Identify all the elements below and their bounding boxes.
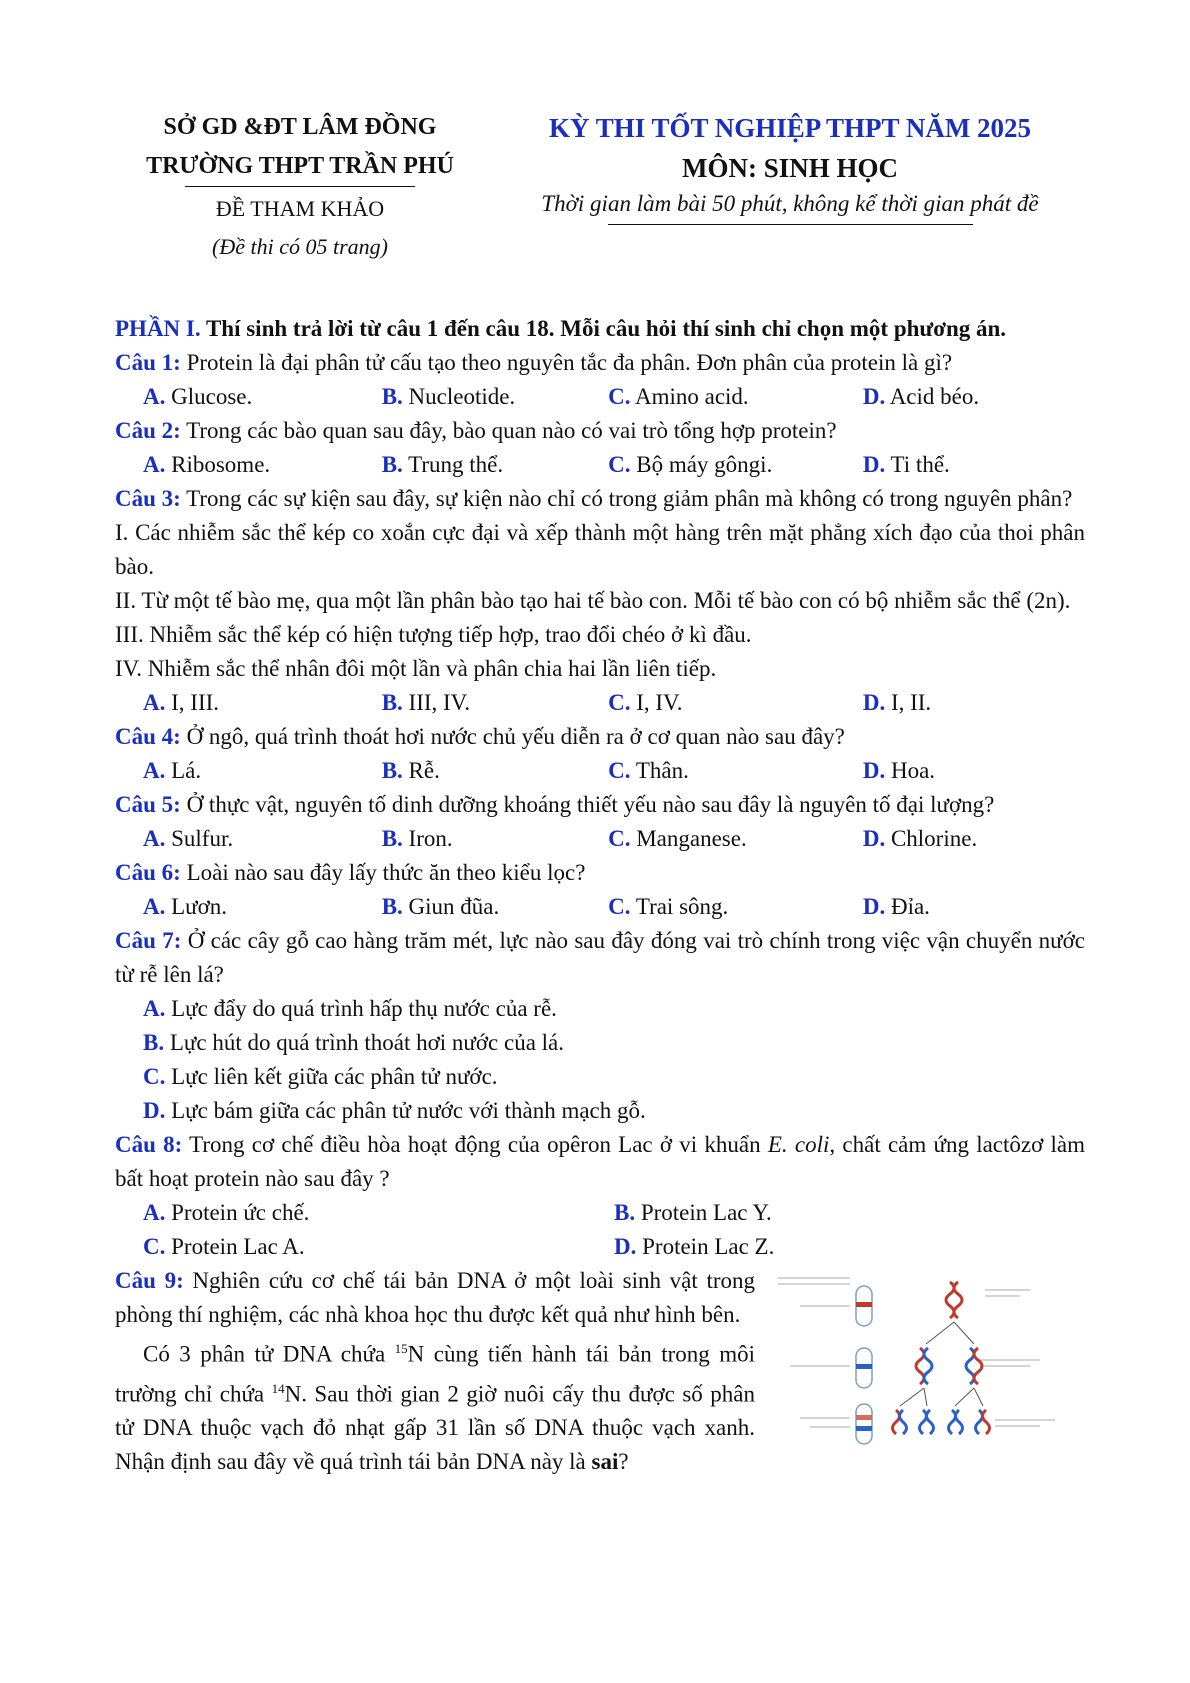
option-b[interactable]: B. III, IV. bbox=[381, 690, 471, 715]
question-1 bbox=[115, 346, 1085, 380]
divider bbox=[608, 224, 973, 225]
statement-1: I. Các nhiễm sắc thể kép co xoắn cực đại và xếp thành một hàng trên mặt phẳng xích đạo của thoi phân bào. bbox=[115, 520, 1085, 579]
department-name: SỞ GD &ĐT LÂM ĐỒNG bbox=[163, 114, 437, 140]
question-text: Trong các bào quan sau đây, bào quan nào có vai trò tổng hợp protein? bbox=[180, 418, 837, 443]
option-a[interactable]: A. Glucose. bbox=[143, 384, 253, 409]
band-light bbox=[856, 1415, 872, 1420]
option-b[interactable]: B. Rễ. bbox=[381, 758, 440, 783]
questions bbox=[115, 312, 1085, 1479]
exam-title: KỲ THI TỐT NGHIỆP THPT NĂM 2025 bbox=[548, 113, 1032, 143]
time-note: Thời gian làm bài 50 phút, không kể thời gian phát đề bbox=[541, 191, 1039, 216]
question-text: Protein là đại phân tử cấu tạo theo nguyên tắc đa phân. Đơn phân của protein là gì? bbox=[180, 350, 953, 375]
option-a[interactable]: A. Lá. bbox=[143, 758, 202, 783]
question-text: Loài nào sau đây lấy thức ăn theo kiểu lọc? bbox=[180, 860, 586, 885]
statement-2: II. Từ một tế bào mẹ, qua một lần phân bào tạo hai tế bào con. Mỗi tế bào con có bộ nhiễm sắc thể (2n). bbox=[115, 588, 1071, 613]
option-a[interactable]: A. Protein ức chế. bbox=[143, 1200, 310, 1225]
question-4 bbox=[115, 720, 1085, 754]
option-b[interactable]: B. Giun đũa. bbox=[381, 894, 500, 919]
part-instruction: Thí sinh trả lời từ câu 1 đến câu 18. Mỗi câu hỏi thí sinh chỉ chọn một phương án. bbox=[200, 316, 1007, 341]
question-label: Câu 2: bbox=[115, 418, 181, 443]
options bbox=[115, 1196, 1085, 1230]
divider bbox=[185, 186, 415, 187]
options bbox=[115, 754, 1085, 788]
options bbox=[115, 1230, 1085, 1264]
statement-4: IV. Nhiễm sắc thể nhân đôi một lần và phân chia hai lần liên tiếp. bbox=[115, 656, 717, 681]
organism-name: E. coli bbox=[767, 1132, 830, 1157]
subject: MÔN: SINH HỌC bbox=[682, 153, 898, 183]
dna-helix bbox=[893, 1282, 990, 1434]
school-name: TRƯỜNG THPT TRẦN PHÚ bbox=[146, 153, 454, 179]
question-3 bbox=[115, 482, 1085, 516]
option-b[interactable]: B. Lực hút do quá trình thoát hơi nước của lá. bbox=[143, 1030, 564, 1055]
option-b[interactable]: B. Protein Lac Y. bbox=[614, 1200, 772, 1225]
option-a[interactable]: A. I, III. bbox=[143, 690, 220, 715]
question-label: Câu 9: bbox=[115, 1268, 184, 1293]
option-c[interactable]: C. Amino acid. bbox=[608, 384, 749, 409]
header-left bbox=[110, 110, 490, 265]
question-label: Câu 8: bbox=[115, 1132, 183, 1157]
option-c[interactable]: C. Trai sông. bbox=[608, 894, 729, 919]
question-text: Ở các cây gỗ cao hàng trăm mét, lực nào sau đây đóng vai trò chính trong việc vận chuyển nước từ rễ lên lá? bbox=[115, 928, 1086, 987]
option-c[interactable]: C. Lực liên kết giữa các phân tử nước. bbox=[143, 1064, 498, 1089]
option-a[interactable]: A. Ribosome. bbox=[143, 452, 271, 477]
options bbox=[115, 448, 1085, 482]
question-text: Trong các sự kiện sau đây, sự kiện nào chỉ có trong giảm phân mà không có trong nguyên phân? bbox=[180, 486, 1073, 511]
question-2 bbox=[115, 414, 1085, 448]
option-b[interactable]: B. Trung thể. bbox=[381, 452, 504, 477]
option-d[interactable]: D. Ti thể. bbox=[862, 452, 950, 477]
question-label: Câu 6: bbox=[115, 860, 181, 885]
dna-replication-figure bbox=[770, 1270, 1080, 1466]
statement-3: III. Nhiễm sắc thể kép có hiện tượng tiếp hợp, trao đổi chéo ở kì đầu. bbox=[115, 622, 752, 647]
options bbox=[115, 380, 1085, 414]
question-label: Câu 1: bbox=[115, 350, 181, 375]
part-heading bbox=[115, 312, 1085, 346]
option-c[interactable]: C. I, IV. bbox=[608, 690, 683, 715]
question-5 bbox=[115, 788, 1085, 822]
question-9-text: Câu 9: Nghiên cứu cơ chế tái bản DNA ở một loài sinh vật trong phòng thí nghiệm, các nhà khoa học thu được kết quả như hình bên. bbox=[115, 1268, 755, 1327]
question-label: Câu 5: bbox=[115, 792, 181, 817]
option-a[interactable]: A. Lực đẩy do quá trình hấp thụ nước của rễ. bbox=[143, 996, 557, 1021]
option-c[interactable]: C. Manganese. bbox=[608, 826, 747, 851]
question-7 bbox=[115, 924, 1085, 992]
option-d[interactable]: D. Acid béo. bbox=[862, 384, 980, 409]
option-b[interactable]: B. Nucleotide. bbox=[381, 384, 516, 409]
question-9-paragraph: Có 3 phân tử DNA chứa $^{15}$N cùng tiến hành tái bản trong môi trường chỉ chứa $^{14}$N. Sau thời gian 2 giờ nuôi cấy thu được số phân tử DNA thuộc vạch đỏ nhạt gấp 31 lần số DNA thuộc vạch xanh. Nhận định sau đây về quá trình tái bản DNA này là sai? bbox=[115, 1341, 755, 1475]
option-a[interactable]: A. Lươn. bbox=[143, 894, 228, 919]
option-c[interactable]: C. Thân. bbox=[608, 758, 689, 783]
question-text: Ở ngô, quá trình thoát hơi nước chủ yếu diễn ra ở cơ quan nào sau đây? bbox=[180, 724, 845, 749]
option-d[interactable]: D. Hoa. bbox=[862, 758, 936, 783]
band-hybrid bbox=[856, 1426, 872, 1431]
option-b[interactable]: B. Iron. bbox=[381, 826, 453, 851]
doc-type: ĐỀ THAM KHẢO bbox=[215, 196, 385, 221]
options bbox=[115, 992, 1085, 1128]
option-d[interactable]: D. Protein Lac Z. bbox=[614, 1234, 775, 1259]
band-hybrid bbox=[856, 1364, 872, 1369]
option-a[interactable]: A. Sulfur. bbox=[143, 826, 234, 851]
option-c[interactable]: C. Protein Lac A. bbox=[143, 1234, 305, 1259]
question-8: Câu 8: Trong cơ chế điều hòa hoạt động của opêron Lac ở vi khuẩn E. coli, chất cảm ứng lactôzơ làm bất hoạt protein nào sau đây ? bbox=[115, 1132, 1085, 1191]
option-d[interactable]: D. Đỉa. bbox=[862, 894, 930, 919]
options bbox=[115, 890, 1085, 924]
options bbox=[115, 686, 1085, 720]
options bbox=[115, 822, 1085, 856]
header-right bbox=[490, 110, 1090, 225]
part-label: PHẦN I. bbox=[115, 316, 201, 341]
band-heavy bbox=[856, 1302, 872, 1307]
question-label: Câu 7: bbox=[115, 928, 182, 953]
question-label: Câu 4: bbox=[115, 724, 181, 749]
pages-note: (Đề thi có 05 trang) bbox=[212, 234, 388, 259]
option-d[interactable]: D. Chlorine. bbox=[862, 826, 978, 851]
option-d[interactable]: D. Lực bám giữa các phân tử nước với thành mạch gỗ. bbox=[143, 1098, 646, 1123]
question-6 bbox=[115, 856, 1085, 890]
question-label: Câu 3: bbox=[115, 486, 181, 511]
option-c[interactable]: C. Bộ máy gôngi. bbox=[608, 452, 773, 477]
option-d[interactable]: D. I, II. bbox=[862, 690, 932, 715]
question-9 bbox=[115, 1264, 1085, 1479]
question-text: Ở thực vật, nguyên tố dinh dưỡng khoáng thiết yếu nào sau đây là nguyên tố đại lượng? bbox=[180, 792, 995, 817]
